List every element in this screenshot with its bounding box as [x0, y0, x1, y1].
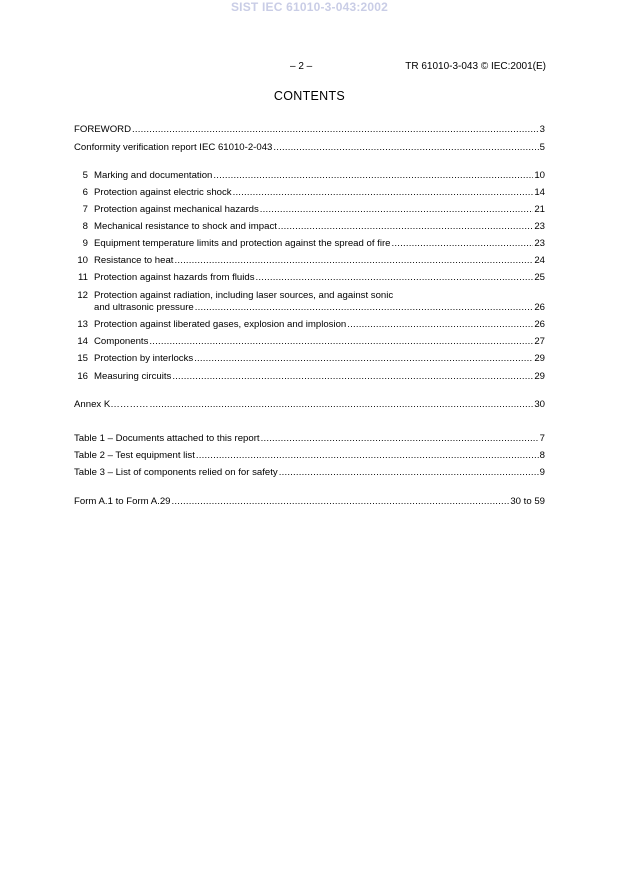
- clause-page: 26: [534, 302, 545, 313]
- toc-entry-page: 9: [539, 467, 545, 478]
- leader-dots: [233, 187, 534, 199]
- toc-entry-forms[interactable]: [74, 496, 545, 508]
- clause-number: 7: [82, 204, 88, 215]
- toc-entry-conformity-report[interactable]: [74, 142, 545, 154]
- clause-number: 5: [82, 170, 88, 181]
- standard-reference: TR 61010-3-043 © IEC:2001(E): [405, 61, 546, 72]
- clause-number: 12: [77, 290, 88, 301]
- toc-clause-5[interactable]: [74, 170, 545, 182]
- toc-entry-text: FOREWORD: [74, 124, 132, 135]
- toc-clause-13[interactable]: [74, 319, 545, 331]
- toc-entry-page: 5: [539, 142, 545, 153]
- clause-title-continued: and ultrasonic pressure: [94, 302, 194, 313]
- leader-dots: [256, 272, 534, 284]
- leader-dots: [172, 496, 510, 508]
- toc-clause-15[interactable]: [74, 353, 545, 365]
- clause-page: 10: [534, 170, 545, 181]
- toc-clause-16[interactable]: [74, 371, 545, 383]
- clause-number: 10: [77, 255, 88, 266]
- toc-entry-table-3[interactable]: [74, 467, 545, 479]
- toc-entry-annex-k[interactable]: [74, 399, 545, 411]
- toc-clause-6[interactable]: [74, 187, 545, 199]
- toc-clause-14[interactable]: [74, 336, 545, 348]
- clause-page: 14: [534, 187, 545, 198]
- clause-number: 8: [82, 221, 88, 232]
- leader-dots: [278, 221, 533, 233]
- clause-title: Marking and documentation: [94, 170, 213, 181]
- clause-page: 25: [534, 272, 545, 283]
- toc-clause-7[interactable]: [74, 204, 545, 216]
- clause-number: 15: [77, 353, 88, 364]
- toc-clause-12[interactable]: [74, 290, 545, 314]
- leader-dots: [273, 142, 538, 154]
- clause-page: 24: [534, 255, 545, 266]
- leader-dots: [260, 204, 534, 216]
- clause-number: 14: [77, 336, 88, 347]
- page-title: CONTENTS: [273, 89, 346, 103]
- clause-title: Components: [94, 336, 149, 347]
- clause-title: Resistance to heat: [94, 255, 174, 266]
- toc-entry-foreword[interactable]: [74, 124, 545, 136]
- clause-page: 21: [534, 204, 545, 215]
- clause-page: 23: [534, 238, 545, 249]
- leader-dots: [279, 467, 539, 479]
- leader-dots: [172, 371, 533, 383]
- toc-entry-table-2[interactable]: [74, 450, 545, 462]
- leader-dots: [213, 170, 533, 182]
- toc-entry-page: 8: [539, 450, 545, 461]
- toc-entry-page: 30 to 59: [510, 496, 545, 507]
- clause-title: Protection by interlocks: [94, 353, 194, 364]
- clause-number: 6: [82, 187, 88, 198]
- clause-title: Protection against radiation, including laser sources, and against sonic: [94, 290, 394, 301]
- toc-entry-text: Table 3 – List of components relied on for safety: [74, 467, 278, 478]
- toc-entry-table-1[interactable]: [74, 433, 545, 445]
- toc-entry-page: 30: [534, 399, 545, 410]
- page-number: – 2 –: [290, 61, 313, 72]
- leader-dots: [149, 336, 533, 348]
- toc-entry-page: 7: [539, 433, 545, 444]
- toc-clause-11[interactable]: [74, 272, 545, 284]
- toc-clause-8[interactable]: [74, 221, 545, 233]
- toc-entry-text: Form A.1 to Form A.29: [74, 496, 171, 507]
- clause-page: 29: [534, 371, 545, 382]
- clause-number: 9: [82, 238, 88, 249]
- clause-number: 16: [77, 371, 88, 382]
- clause-number: 13: [77, 319, 88, 330]
- clause-title: Protection against hazards from fluids: [94, 272, 255, 283]
- leader-dots: [196, 450, 539, 462]
- toc-clause-10[interactable]: [74, 255, 545, 267]
- toc-entry-text: Conformity verification report IEC 61010-2-043: [74, 142, 273, 153]
- leader-dots: [150, 399, 534, 411]
- clause-page: 29: [534, 353, 545, 364]
- leader-dots: [392, 238, 534, 250]
- leader-dots: [195, 302, 534, 314]
- toc-entry-page: 3: [539, 124, 545, 135]
- leader-dots: [347, 319, 533, 331]
- clause-number: 11: [78, 272, 88, 283]
- toc-clause-9[interactable]: [74, 238, 545, 250]
- leader-dots: [194, 353, 533, 365]
- toc-entry-text: Annex K…………: [74, 399, 149, 410]
- clause-title: Mechanical resistance to shock and impact: [94, 221, 277, 232]
- clause-title: Measuring circuits: [94, 371, 172, 382]
- clause-page: 23: [534, 221, 545, 232]
- toc-entry-text: Table 2 – Test equipment list: [74, 450, 195, 461]
- leader-dots: [261, 433, 539, 445]
- clause-title: Protection against electric shock: [94, 187, 232, 198]
- clause-page: 26: [534, 319, 545, 330]
- clause-title: Protection against mechanical hazards: [94, 204, 259, 215]
- clause-title: Equipment temperature limits and protection against the spread of fire: [94, 238, 391, 249]
- clause-title: Protection against liberated gases, explosion and implosion: [94, 319, 347, 330]
- watermark: SIST IEC 61010-3-043:2002: [230, 0, 389, 14]
- clause-page: 27: [534, 336, 545, 347]
- toc-entry-text: Table 1 – Documents attached to this report: [74, 433, 260, 444]
- leader-dots: [174, 255, 533, 267]
- leader-dots: [132, 124, 539, 136]
